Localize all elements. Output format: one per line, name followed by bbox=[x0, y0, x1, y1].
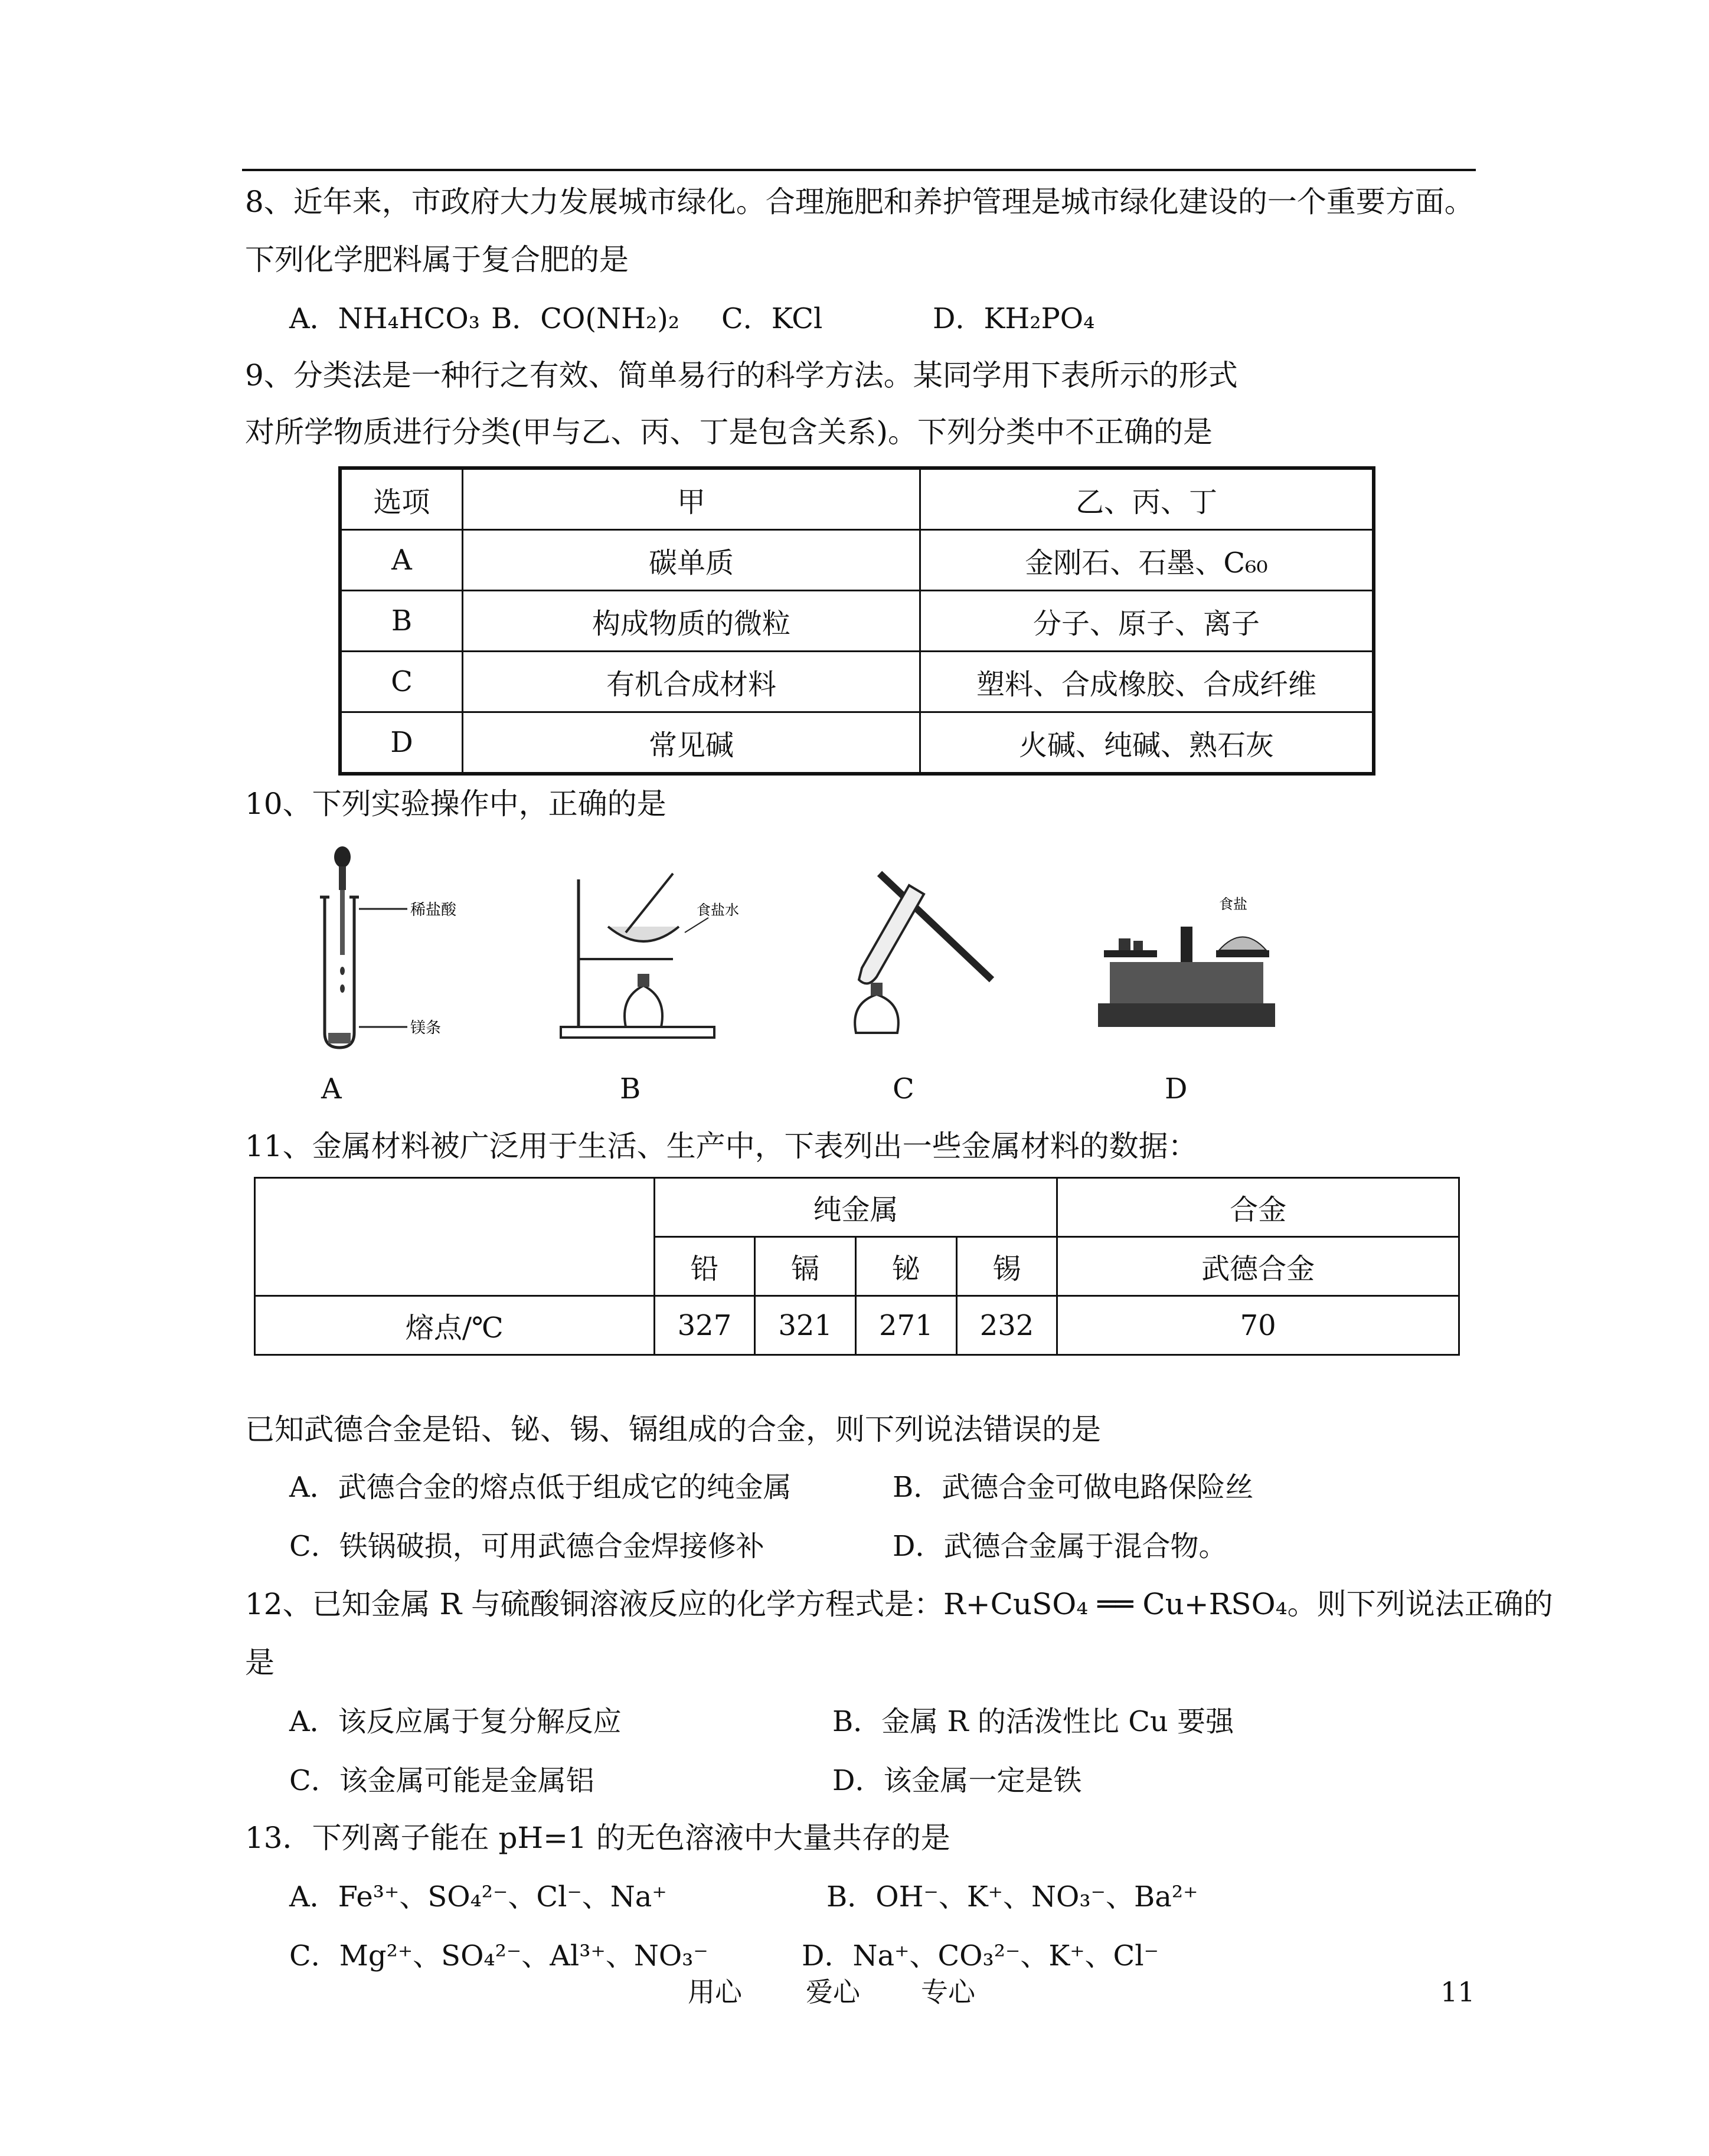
table-row bbox=[340, 591, 1374, 652]
header-cell: 乙、丙、丁 bbox=[920, 468, 1374, 530]
table-row bbox=[255, 1296, 1459, 1355]
value-cell: 321 bbox=[755, 1296, 856, 1355]
caption-a: A bbox=[321, 1072, 342, 1105]
q13-option-d: D．Na⁺、CO₃²⁻、K⁺、Cl⁻ bbox=[802, 1939, 1159, 1972]
row-label: 熔点/℃ bbox=[255, 1296, 655, 1355]
q13-option-c: C．Mg²⁺、SO₄²⁻、Al³⁺、NO₃⁻ bbox=[289, 1939, 708, 1972]
footer-word-2: 爱心 bbox=[806, 1976, 860, 2008]
q11-stem-line2: 已知武德合金是铅、铋、锡、镉组成的合金，则下列说法错误的是 bbox=[245, 1412, 1101, 1447]
q10-stem: 10、下列实验操作中，正确的是 bbox=[245, 787, 666, 821]
metal-cell: 铋 bbox=[855, 1237, 956, 1296]
q11-option-a: A．武德合金的熔点低于组成它的纯金属 bbox=[289, 1471, 792, 1504]
q11-option-d: D．武德合金属于混合物。 bbox=[893, 1530, 1227, 1563]
q8-option-b: B．CO(NH₂)₂ bbox=[491, 302, 680, 335]
table-row bbox=[255, 1178, 1459, 1237]
metal-cell: 镉 bbox=[755, 1237, 856, 1296]
empty-corner-cell bbox=[255, 1178, 655, 1296]
table-cell: 构成物质的微粒 bbox=[463, 591, 920, 652]
table-row bbox=[340, 652, 1374, 712]
label-magnesium-strip: 镁条 bbox=[410, 1019, 442, 1036]
table-row bbox=[340, 712, 1374, 774]
value-cell: 327 bbox=[654, 1296, 755, 1355]
q13-stem: 13．下列离子能在 pH=1 的无色溶液中大量共存的是 bbox=[245, 1821, 950, 1855]
table-cell: A bbox=[340, 530, 463, 591]
q12-option-d: D．该金属一定是铁 bbox=[832, 1764, 1082, 1797]
label-dilute-hcl: 稀盐酸 bbox=[410, 901, 457, 918]
header-rule bbox=[242, 169, 1476, 171]
q9-classification-table bbox=[338, 466, 1375, 776]
table-cell: 常见碱 bbox=[463, 712, 920, 774]
footer-word-1: 用心 bbox=[688, 1976, 742, 2008]
figure-a-test-tube bbox=[307, 844, 484, 1056]
page-number: 11 bbox=[1440, 1976, 1475, 2008]
table-cell: C bbox=[340, 652, 463, 712]
q13-option-b: B．OH⁻、K⁺、NO₃⁻、Ba²⁺ bbox=[826, 1880, 1198, 1913]
value-cell: 232 bbox=[956, 1296, 1057, 1355]
table-cell: 塑料、合成橡胶、合成纤维 bbox=[920, 652, 1374, 712]
q8-option-d: D．KH₂PO₄ bbox=[933, 302, 1095, 335]
q8-option-a: A．NH₄HCO₃ bbox=[289, 302, 480, 335]
q12-stem-line2: 是 bbox=[245, 1645, 275, 1680]
alloy-cell: 武德合金 bbox=[1057, 1237, 1459, 1296]
value-cell: 271 bbox=[855, 1296, 956, 1355]
table-header-row bbox=[340, 468, 1374, 530]
metal-cell: 铅 bbox=[654, 1237, 755, 1296]
table-cell: 火碱、纯碱、熟石灰 bbox=[920, 712, 1374, 774]
table-row bbox=[340, 530, 1374, 591]
footer-word-3: 专心 bbox=[921, 1976, 975, 2008]
q9-stem-line2: 对所学物质进行分类(甲与乙、丙、丁是包含关系)。下列分类中不正确的是 bbox=[245, 415, 1213, 449]
table-cell: B bbox=[340, 591, 463, 652]
figure-c-heating-tube bbox=[821, 862, 1009, 1051]
table-cell: 碳单质 bbox=[463, 530, 920, 591]
q9-stem-line1: 9、分类法是一种行之有效、简单易行的科学方法。某同学用下表所示的形式 bbox=[245, 358, 1238, 392]
group-pure-metal: 纯金属 bbox=[654, 1178, 1057, 1237]
q11-melting-point-table bbox=[254, 1177, 1460, 1356]
header-cell: 选项 bbox=[340, 468, 463, 530]
figure-b-evaporation bbox=[555, 868, 756, 1045]
caption-b: B bbox=[620, 1072, 641, 1105]
label-salt: 食盐 bbox=[1219, 897, 1247, 912]
value-cell: 70 bbox=[1057, 1296, 1459, 1355]
figure-d-balance bbox=[1092, 891, 1305, 1039]
metal-cell: 锡 bbox=[956, 1237, 1057, 1296]
q11-option-c: C．铁锅破损，可用武德合金焊接修补 bbox=[289, 1530, 764, 1563]
q12-option-c: C．该金属可能是金属铝 bbox=[289, 1764, 594, 1797]
q12-stem-line1: 12、已知金属 R 与硫酸铜溶液反应的化学方程式是：R+CuSO₄ ══ Cu+RSO₄。则下列说法正确的 bbox=[245, 1587, 1553, 1621]
header-cell: 甲 bbox=[463, 468, 920, 530]
q11-stem: 11、金属材料被广泛用于生活、生产中，下表列出一些金属材料的数据： bbox=[245, 1129, 1198, 1163]
q13-option-a: A．Fe³⁺、SO₄²⁻、Cl⁻、Na⁺ bbox=[289, 1880, 667, 1913]
caption-d: D bbox=[1165, 1072, 1188, 1105]
caption-c: C bbox=[893, 1072, 914, 1105]
q12-option-b: B．金属 R 的活泼性比 Cu 要强 bbox=[832, 1705, 1234, 1738]
q8-stem-line2: 下列化学肥料属于复合肥的是 bbox=[245, 243, 629, 277]
label-salt-water: 食盐水 bbox=[697, 902, 739, 918]
table-cell: D bbox=[340, 712, 463, 774]
q12-option-a: A．该反应属于复分解反应 bbox=[289, 1705, 622, 1738]
q11-option-b: B．武德合金可做电路保险丝 bbox=[893, 1471, 1254, 1504]
group-alloy: 合金 bbox=[1057, 1178, 1459, 1237]
q8-stem-line1: 8、近年来，市政府大力发展城市绿化。合理施肥和养护管理是城市绿化建设的一个重要方面。 bbox=[245, 185, 1474, 219]
table-cell: 金刚石、石墨、C₆₀ bbox=[920, 530, 1374, 591]
table-cell: 有机合成材料 bbox=[463, 652, 920, 712]
q8-option-c: C．KCl bbox=[721, 302, 823, 335]
table-cell: 分子、原子、离子 bbox=[920, 591, 1374, 652]
